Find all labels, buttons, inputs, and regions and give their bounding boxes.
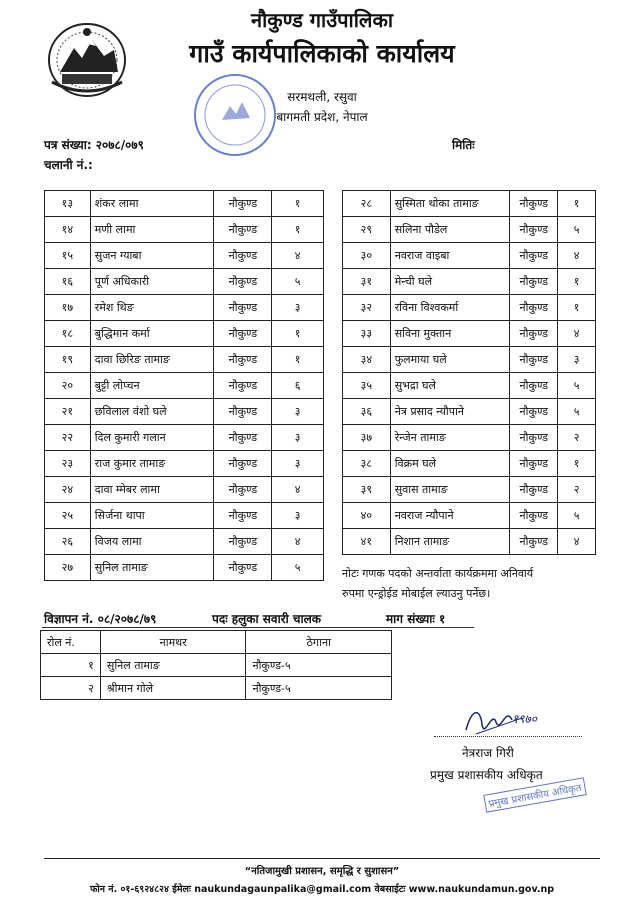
left-table-row: [45, 295, 324, 321]
candidate-address: नौकुण्ड: [214, 191, 272, 217]
left-table-row: [45, 477, 324, 503]
candidate-name: सुवास तामाङ: [390, 477, 510, 503]
left-table-row: [45, 373, 324, 399]
ward-number: ५: [558, 399, 596, 425]
candidate-name: दावा म्मेबर लामा: [90, 477, 214, 503]
roll-number: १: [41, 654, 101, 677]
candidate-name: रेन्जेन तामाङ: [390, 425, 510, 451]
candidate-name: सुजन ग्याबा: [90, 243, 214, 269]
candidate-name: बुट्टी लोप्चन: [90, 373, 214, 399]
serial-number: १९: [45, 347, 91, 373]
serial-number: ३२: [343, 295, 391, 321]
candidate-address: नौकुण्ड: [214, 373, 272, 399]
name-header: नामथर: [100, 631, 246, 654]
ward-number: ५: [558, 217, 596, 243]
signature-dotted-line: [434, 736, 582, 737]
candidate-name: रविना विश्वकर्मा: [390, 295, 510, 321]
right-table-row: [343, 529, 596, 555]
address-header: ठेगाना: [246, 631, 392, 654]
candidate-name: सिर्जना थापा: [90, 503, 214, 529]
vacancy-table: [40, 630, 392, 700]
ward-number: १: [272, 321, 324, 347]
right-table-row: [343, 503, 596, 529]
ward-number: ३: [272, 425, 324, 451]
candidate-address: नौकुण्ड: [510, 373, 558, 399]
ward-number: ६: [272, 373, 324, 399]
candidate-name: विजय लामा: [90, 529, 214, 555]
ward-number: १: [272, 191, 324, 217]
right-candidate-table: [342, 190, 596, 555]
ward-number: १: [558, 191, 596, 217]
serial-number: १५: [45, 243, 91, 269]
roll-header: रोल नं.: [41, 631, 101, 654]
candidate-address: नौकुण्ड: [510, 321, 558, 347]
candidate-name: विक्रम घले: [390, 451, 510, 477]
footer-contact: फोन नं. ०१-६९२४८२४ ईमेलः naukundagaunpalika@gmail.com वेबसाईटः www.naukundamun.gov.np: [89, 884, 555, 895]
candidate-address: नौकुण्ड: [214, 529, 272, 555]
office-name: गाउँ कार्यपालिकाको कार्यालय: [189, 39, 455, 68]
left-table-row: [45, 217, 324, 243]
patra-sankhya: पत्र संख्या: २०७८/०७९: [44, 138, 144, 152]
signatory-title: प्रमुख प्रशासकीय अधिकृत: [430, 768, 543, 782]
serial-number: ३१: [343, 269, 391, 295]
candidate-name: सुनिल तामाङ: [90, 555, 214, 581]
candidate-address: नौकुण्ड: [510, 217, 558, 243]
candidate-name: फुलमाया घले: [390, 347, 510, 373]
chalani-number: चलानी नं.:: [44, 158, 93, 172]
candidate-name: दावा छिरिङ तामाङ: [90, 347, 214, 373]
left-table-row: [45, 269, 324, 295]
serial-number: २५: [45, 503, 91, 529]
ward-number: ३: [272, 295, 324, 321]
left-table-row: [45, 243, 324, 269]
serial-number: १३: [45, 191, 91, 217]
serial-number: ३५: [343, 373, 391, 399]
serial-number: २१: [45, 399, 91, 425]
right-table-row: [343, 217, 596, 243]
candidate-address: नौकुण्ड: [510, 191, 558, 217]
vacancy-row: [41, 677, 392, 700]
candidate-address: नौकुण्ड: [214, 477, 272, 503]
note-line-1: नोटः गणक पदको अन्तर्वाता कार्यक्रममा अनिवार्य: [342, 567, 534, 580]
ward-number: ४: [272, 243, 324, 269]
serial-number: २७: [45, 555, 91, 581]
ward-number: ३: [558, 347, 596, 373]
candidate-address: नौकुण्ड: [214, 555, 272, 581]
candidate-name: सुभद्रा घले: [390, 373, 510, 399]
candidate-address: नौकुण्ड: [214, 451, 272, 477]
municipality-name: नौकुण्ड गाउँपालिका: [250, 8, 394, 32]
candidate-address: नौकुण्ड: [214, 321, 272, 347]
candidate-address: नौकुण्ड: [510, 477, 558, 503]
left-table-row: [45, 347, 324, 373]
candidate-address: नौकुण्ड: [214, 269, 272, 295]
signature-scribble: [462, 700, 552, 740]
serial-number: ३४: [343, 347, 391, 373]
applicant-name: श्रीमान गोले: [100, 677, 246, 700]
serial-number: २४: [45, 477, 91, 503]
candidate-name: सुस्मिता थोका तामाङ: [390, 191, 510, 217]
candidate-name: दिल कुमारी गलान: [90, 425, 214, 451]
serial-number: ३०: [343, 243, 391, 269]
ward-number: ५: [558, 373, 596, 399]
serial-number: ३३: [343, 321, 391, 347]
left-table-row: [45, 321, 324, 347]
ward-number: ४: [558, 529, 596, 555]
candidate-address: नौकुण्ड: [214, 399, 272, 425]
candidate-name: नवराज न्यौपाने: [390, 503, 510, 529]
right-table-row: [343, 399, 596, 425]
ward-number: ५: [272, 555, 324, 581]
candidate-name: नेत्र प्रसाद न्यौपाने: [390, 399, 510, 425]
candidate-name: निशान तामाङ: [390, 529, 510, 555]
candidate-address: नौकुण्ड: [510, 243, 558, 269]
note-line-2: रुपमा एन्ड्रोईड मोबाईल ल्याउनु पर्नेछ।: [342, 587, 491, 600]
candidate-address: नौकुण्ड: [214, 217, 272, 243]
candidate-address: नौकुण्ड: [214, 503, 272, 529]
roll-number: २: [41, 677, 101, 700]
ward-number: १: [272, 217, 324, 243]
right-table-row: [343, 295, 596, 321]
right-table-row: [343, 347, 596, 373]
office-place: सरमथली, रसुवा: [287, 90, 357, 104]
left-candidate-table: [44, 190, 324, 581]
serial-number: १४: [45, 217, 91, 243]
candidate-name: छविलाल वंशो घले: [90, 399, 214, 425]
serial-number: १७: [45, 295, 91, 321]
right-table-row: [343, 477, 596, 503]
right-table-row: [343, 451, 596, 477]
serial-number: ३७: [343, 425, 391, 451]
left-table-row: [45, 425, 324, 451]
candidate-name: पूर्ण अधिकारी: [90, 269, 214, 295]
serial-number: २९: [343, 217, 391, 243]
right-table-row: [343, 321, 596, 347]
left-table-row: [45, 503, 324, 529]
ward-number: ३: [272, 451, 324, 477]
left-table-row: [45, 555, 324, 581]
candidate-address: नौकुण्ड: [510, 399, 558, 425]
candidate-name: सलिना पौडेल: [390, 217, 510, 243]
serial-number: १८: [45, 321, 91, 347]
ward-number: ३: [272, 503, 324, 529]
office-province: बागमती प्रदेश, नेपाल: [276, 110, 368, 124]
candidate-address: नौकुण्ड: [214, 243, 272, 269]
candidate-name: राज कुमार तामाङ: [90, 451, 214, 477]
left-table-row: [45, 529, 324, 555]
applicant-name: सुनिल तामाङ: [100, 654, 246, 677]
right-table-row: [343, 269, 596, 295]
serial-number: २०: [45, 373, 91, 399]
ward-number: २: [558, 477, 596, 503]
ward-number: ४: [558, 321, 596, 347]
candidate-address: नौकुण्ड: [510, 503, 558, 529]
right-table-row: [343, 373, 596, 399]
ward-number: १: [558, 269, 596, 295]
candidate-name: मणी लामा: [90, 217, 214, 243]
candidate-address: नौकुण्ड: [214, 425, 272, 451]
miti-label: मितिः: [452, 138, 475, 152]
candidate-address: नौकुण्ड: [510, 425, 558, 451]
post-name: पदः हलुका सवारी चालक: [212, 612, 321, 626]
footer-rule: [44, 858, 600, 859]
demand-count: माग संख्याः १: [386, 612, 446, 626]
candidate-address: नौकुण्ड: [510, 295, 558, 321]
signature-date: १९७०: [512, 712, 537, 726]
serial-number: २३: [45, 451, 91, 477]
candidate-name: रमेश थिङ: [90, 295, 214, 321]
serial-number: २२: [45, 425, 91, 451]
candidate-address: नौकुण्ड: [510, 451, 558, 477]
ward-number: ४: [272, 529, 324, 555]
candidate-name: नवराज वाइबा: [390, 243, 510, 269]
ward-number: ३: [272, 399, 324, 425]
candidate-address: नौकुण्ड: [510, 347, 558, 373]
candidate-address: नौकुण्ड: [214, 347, 272, 373]
serial-number: ४०: [343, 503, 391, 529]
ward-number: ४: [558, 243, 596, 269]
right-table-row: [343, 425, 596, 451]
candidate-name: बुद्धिमान कर्मा: [90, 321, 214, 347]
candidate-address: नौकुण्ड: [510, 269, 558, 295]
ward-number: १: [272, 347, 324, 373]
applicant-address: नौकुण्ड-५: [246, 654, 392, 677]
ward-number: ५: [558, 503, 596, 529]
right-table-row: [343, 243, 596, 269]
serial-number: ४१: [343, 529, 391, 555]
advertisement-number: विज्ञापन नं. ०८/२०७८/७९: [44, 612, 157, 626]
candidate-name: सविना मुक्तान: [390, 321, 510, 347]
candidate-address: नौकुण्ड: [510, 529, 558, 555]
serial-number: १६: [45, 269, 91, 295]
candidate-name: मेन्ची घले: [390, 269, 510, 295]
vacancy-row: [41, 654, 392, 677]
applicant-address: नौकुण्ड-५: [246, 677, 392, 700]
right-table-row: [343, 191, 596, 217]
serial-number: ३८: [343, 451, 391, 477]
signatory-name: नेत्रराज गिरी: [462, 746, 514, 760]
serial-number: २६: [45, 529, 91, 555]
left-table-row: [45, 451, 324, 477]
ward-number: १: [558, 295, 596, 321]
footer-slogan: “नतिजामुखी प्रशासन, समृद्धि र सुशासन”: [244, 866, 400, 877]
left-table-row: [45, 191, 324, 217]
candidate-address: नौकुण्ड: [214, 295, 272, 321]
serial-number: ३९: [343, 477, 391, 503]
designation-stamp: प्रमुख प्रशासकीय अधिकृत: [483, 777, 586, 812]
ward-number: ४: [272, 477, 324, 503]
ward-number: २: [558, 425, 596, 451]
serial-number: २८: [343, 191, 391, 217]
office-stamp: [192, 72, 278, 158]
ward-number: ५: [272, 269, 324, 295]
candidate-name: शंकर लामा: [90, 191, 214, 217]
ward-number: १: [558, 451, 596, 477]
vacancy-underline: [42, 627, 474, 628]
serial-number: ३६: [343, 399, 391, 425]
left-table-row: [45, 399, 324, 425]
